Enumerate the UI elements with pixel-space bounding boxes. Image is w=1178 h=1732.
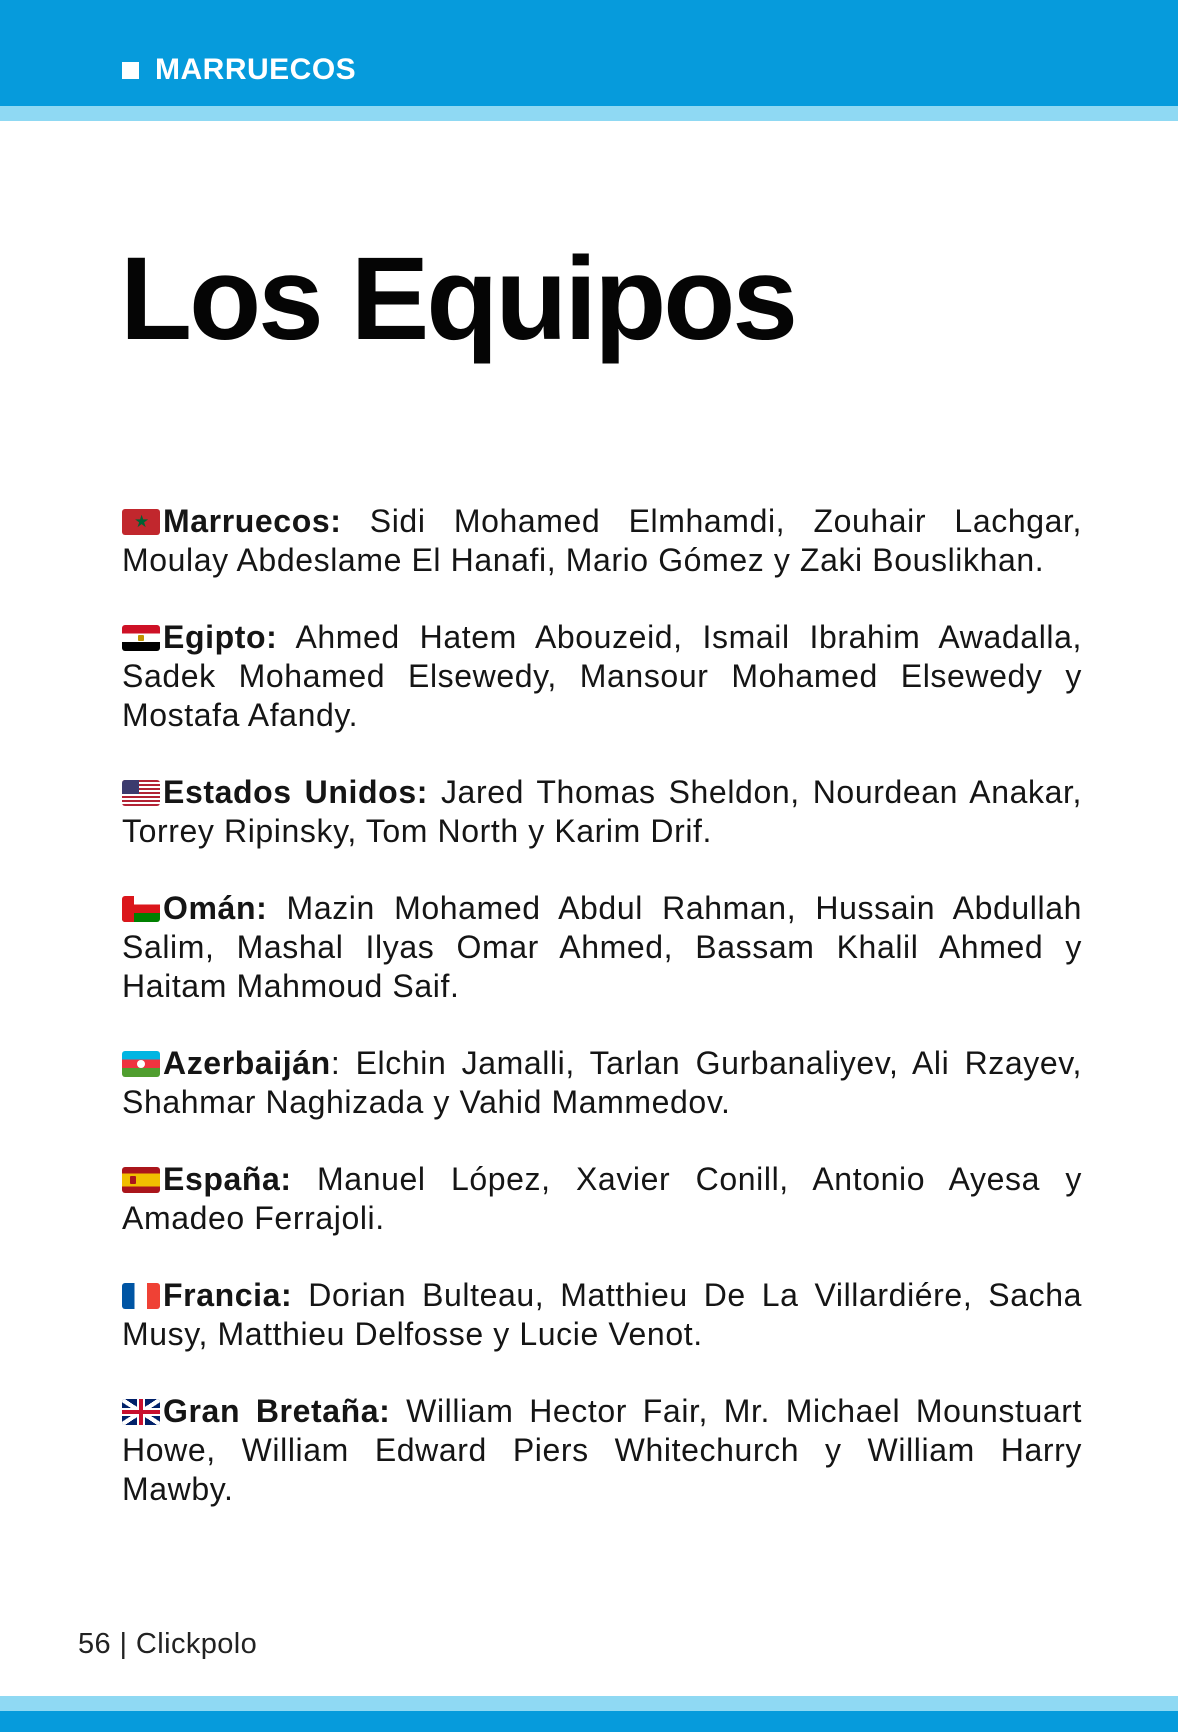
team-entry-france — [122, 1276, 1082, 1354]
team-players: William Hector Fair, Mr. Michael Mounstuart Howe, William Edward Piers Whitechurch y William Harry Mawby. — [122, 1393, 1082, 1507]
uk-flag-icon — [122, 1399, 160, 1425]
section-header — [122, 50, 356, 90]
team-country: Marruecos: — [163, 503, 342, 539]
team-entry-uk — [122, 1392, 1082, 1509]
team-players: Jared Thomas Sheldon, Nourdean Anakar, Torrey Ripinsky, Tom North y Karim Drif. — [122, 774, 1082, 849]
spain-flag-icon — [122, 1167, 160, 1193]
team-players: Dorian Bulteau, Matthieu De La Villardiére, Sacha Musy, Matthieu Delfosse y Lucie Venot. — [122, 1277, 1082, 1352]
team-country: Francia: — [163, 1277, 293, 1313]
footer-separator: | — [111, 1628, 136, 1660]
team-country: Egipto: — [163, 619, 278, 655]
footer-stripe — [0, 1696, 1178, 1711]
team-players: Manuel López, Xavier Conill, Antonio Ayesa y Amadeo Ferrajoli. — [122, 1161, 1082, 1236]
team-entry-azerbaijan — [122, 1044, 1082, 1122]
section-label: MARRUECOS — [155, 53, 357, 86]
france-flag-icon — [122, 1283, 160, 1309]
morocco-flag-icon — [122, 509, 160, 535]
team-country: Gran Bretaña: — [163, 1393, 391, 1429]
team-players: Sidi Mohamed Elmhamdi, Zouhair Lachgar, Moulay Abdeslame El Hanafi, Mario Gómez y Zaki Bouslikhan. — [122, 503, 1082, 578]
team-players: Ahmed Hatem Abouzeid, Ismail Ibrahim Awadalla, Sadek Mohamed Elsewedy, Mansour Mohamed Elsewedy y Mostafa Afandy. — [122, 619, 1082, 733]
oman-flag-icon — [122, 896, 160, 922]
team-players: : Elchin Jamalli, Tarlan Gurbanaliyev, Ali Rzayev, Shahmar Naghizada y Vahid Mammedov. — [122, 1045, 1082, 1120]
team-entry-oman — [122, 889, 1082, 1006]
team-country: Estados Unidos: — [163, 774, 428, 810]
azerbaijan-flag-icon — [122, 1051, 160, 1077]
team-entry-spain — [122, 1160, 1082, 1238]
egypt-flag-icon — [122, 625, 160, 651]
team-country: España: — [163, 1161, 292, 1197]
usa-flag-icon — [122, 780, 160, 806]
team-players: Mazin Mohamed Abdul Rahman, Hussain Abdullah Salim, Mashal Ilyas Omar Ahmed, Bassam Khalil Ahmed y Haitam Mahmoud Saif. — [122, 890, 1082, 1004]
team-country: Omán: — [163, 890, 268, 926]
team-entry-egypt — [122, 618, 1082, 735]
teams-list — [122, 470, 1082, 1547]
team-entry-morocco — [122, 502, 1082, 580]
square-bullet-icon — [122, 62, 139, 79]
header-stripe — [0, 106, 1178, 121]
publication-name: Clickpolo — [135, 1628, 258, 1660]
page-footer — [78, 1628, 257, 1661]
team-entry-usa — [122, 773, 1082, 851]
page-number: 56 — [78, 1628, 112, 1660]
team-country: Azerbaiján — [163, 1045, 331, 1081]
page-title: Los Equipos — [120, 233, 795, 365]
footer-bar — [0, 1711, 1178, 1732]
